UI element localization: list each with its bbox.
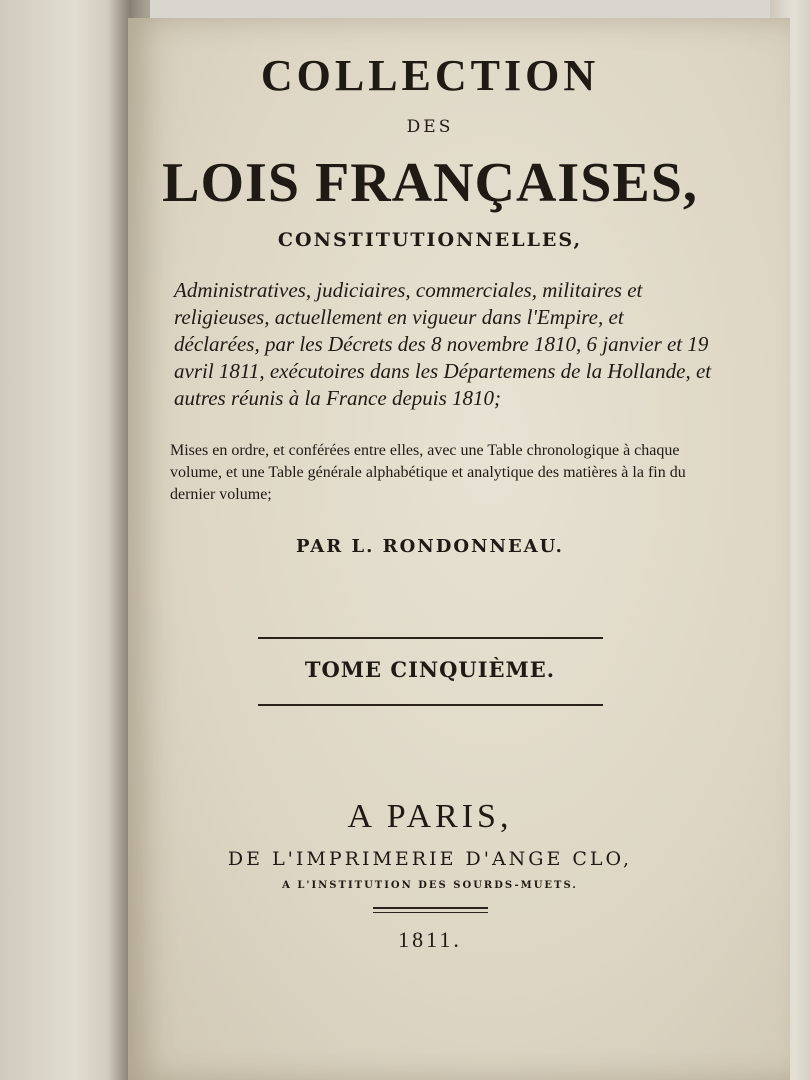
rule-bottom [258, 704, 603, 706]
title-lois-francaises: LOIS FRANÇAISES, [162, 152, 698, 214]
city-line: A PARIS, [347, 798, 513, 835]
title-des: DES [406, 117, 454, 137]
year-line: 1811. [398, 927, 462, 952]
tome-label: TOME CINQUIÈME. [304, 657, 556, 682]
rule-top [258, 637, 603, 639]
author-line: PAR L. RONDONNEAU. [296, 536, 564, 557]
double-rule [373, 907, 488, 913]
title-collection: COLLECTION [260, 51, 600, 100]
printer-line: DE L'IMPRIMERIE D'ANGE CLO, [227, 848, 633, 870]
institution-line: A L'INSTITUTION DES SOURDS-MUETS. [282, 880, 578, 891]
title-page-text [150, 40, 710, 953]
description-paragraph: Administratives, judiciaires, commerciales, militaires et religieuses, actuellement en vigueur dans l'Empire, et déclarées, par les Décrets des 8 novembre 1810, 6 janvier et 19 avril 1811, exécutoires dans les Départemens de la Hollande, et autres réunis à la France depuis 1810; [174, 278, 712, 410]
title-constitutionnelles: CONSTITUTIONNELLES, [277, 229, 583, 251]
mises-paragraph: Mises en ordre, et conférées entre elles, avec une Table chronologique à chaque volume, et une Table générale alphabétique et analytique des matières à la fin du dernier volume; [170, 442, 686, 503]
